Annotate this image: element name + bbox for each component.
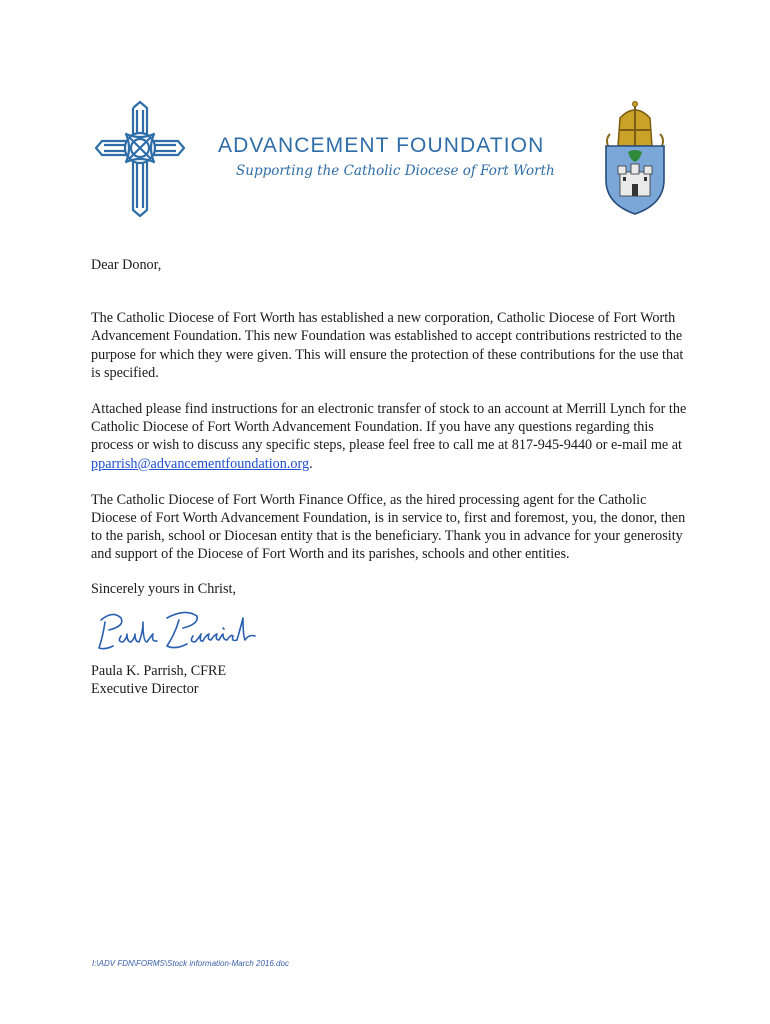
email-link[interactable]: pparrish@advancementfoundation.org: [91, 455, 310, 472]
signer-name: Paula K. Parrish, CFRE: [91, 662, 227, 679]
organization-tagline: Supporting the Catholic Diocese of Fort Worth: [236, 163, 555, 179]
letterhead: [0, 0, 770, 240]
paragraph-stock-transfer: [91, 400, 691, 473]
paragraph-finance-office: The Catholic Diocese of Fort Worth Finance Office, as the hired processing agent for the Catholic Diocese of Fort Worth Advancement Foundation, is in service to, first and foremost, you, the donor, then to the parish, school or Diocesan entity that is the beneficiary. Thank you in advance for your generosity and support of the Diocese of Fort Worth and its parishes, schools and other entities.: [91, 491, 686, 563]
closing: Sincerely yours in Christ,: [91, 580, 237, 597]
letter-body: [91, 256, 691, 698]
celtic-cross-icon: [92, 100, 188, 218]
signer-title: Executive Director: [91, 681, 199, 698]
paragraph-stock-transfer-text: Attached please find instructions for an electronic transfer of stock to an account at Merrill Lynch for the Catholic Diocese of Fort Worth Advancement Foundation. If you have any questions regarding this process or wish to discuss any specific steps, please feel free to call me at 817-945-9440 or e-mail me at: [91, 401, 687, 454]
paragraph-stock-transfer-end: .: [309, 455, 313, 472]
salutation: Dear Donor,: [91, 257, 162, 273]
diocesan-coat-of-arms-icon: [596, 100, 674, 218]
footer-file-path: I:\ADV FDN\FORMS\Stock information-March 2016.doc: [92, 959, 289, 968]
organization-name: ADVANCEMENT FOUNDATION: [218, 134, 545, 157]
handwritten-signature: [95, 606, 265, 656]
paragraph-foundation-intro: The Catholic Diocese of Fort Worth has established a new corporation, Catholic Diocese of Fort Worth Advancement Foundation. This new Foundation was established to accept contributions restricted to the purpose for which they were given. This will ensure the protection of these contributions for the use that is specified.: [91, 310, 684, 381]
